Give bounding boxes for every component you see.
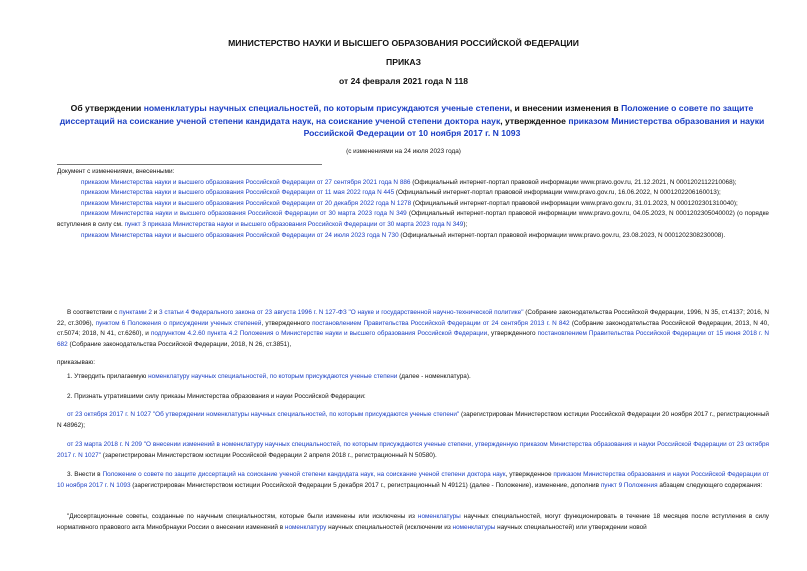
link-decree-842[interactable]: постановлением Правительства Российской Федерации от 24 сентября 2013 г. N 842 bbox=[312, 319, 570, 327]
revision-note: (с изменениями на 24 июля 2023 года) bbox=[346, 148, 461, 155]
link-subpoint-4-2-60[interactable]: подпунктом 4.2.60 пункта 4.2 Положения о Министерстве науки и высшего образования Российской Федерации bbox=[150, 330, 488, 338]
text: и bbox=[151, 309, 160, 316]
text: 1. Утвердить прилагаемую bbox=[67, 373, 149, 380]
change-link[interactable]: приказом Министерства науки и высшего образования Российской Федерации от 20 декабря 2022 года N 1278 bbox=[81, 199, 412, 207]
text: (Собрание законодательства Российской Федерации, 1996, N 35, ст.4137; 2016, N 22, ст.3096), bbox=[57, 309, 770, 327]
text: "Диссертационные советы, созданные по научным специальностям, которые были изменены или исключены из bbox=[67, 513, 418, 520]
change-item bbox=[57, 199, 769, 210]
link-decree-682[interactable]: постановлением Правительства Российской Федерации от 15 июня 2018 г. N 682 bbox=[57, 330, 769, 348]
change-text: (Официальный интернет-портал правовой информации www.pravo.gov.ru, 21.12.2021, N 0001202112210068); bbox=[410, 178, 737, 186]
title-text: , утвержденное bbox=[500, 115, 569, 126]
link-federal-law[interactable]: 3 статьи 4 Федерального закона от 23 августа 1996 г. N 127-ФЗ "О науке и государственной научно-технической политике" bbox=[159, 309, 524, 316]
text: (зарегистрирован Министерством юстиции Российской Федерации 5 декабря 2017 г., регистрационный N 49121) (далее - Положение), изменение, дополнив bbox=[130, 481, 601, 489]
link-nomenclature[interactable]: номенклатуру научных специальностей, по которым присуждаются ученые степени bbox=[148, 373, 398, 380]
document-type: ПРИКАЗ bbox=[386, 57, 421, 67]
text: (Собрание законодательства Российской Федерации, 2013, N 40, ст.5074; 2018, N 41, ст.6260), и bbox=[57, 319, 769, 338]
order-word bbox=[57, 358, 769, 369]
text: научных специальностей) или утверждении новой bbox=[495, 523, 647, 531]
quote-paragraph bbox=[57, 512, 769, 533]
preamble-paragraph bbox=[57, 308, 769, 350]
text: 3. Внести в bbox=[67, 471, 103, 478]
text: (далее - номенклатура). bbox=[397, 373, 471, 380]
change-link[interactable]: пункт 3 приказа Министерства науки и высшего образования Российской Федерации от 30 марта 2023 года N 349 bbox=[124, 220, 464, 228]
change-text: (Официальный интернет-портал правовой информации www.pravo.gov.ru, 16.06.2022, N 0001202206160013); bbox=[394, 189, 721, 197]
link-order-209[interactable]: от 23 марта 2018 г. N 209 "О внесении изменений в номенклатуру научных специальностей, по которым присуждаются ученые степени, утвержденную приказом Министерства образования и науки Российской Федерации от 23 октября 2017 г. N 1027" bbox=[57, 441, 769, 459]
change-text: (Официальный интернет-портал правовой информации www.pravo.gov.ru, 31.01.2023, N 0001202301310040); bbox=[411, 199, 738, 207]
text: В соответствии с bbox=[67, 309, 120, 316]
change-link[interactable]: приказом Министерства науки и высшего образования Российской Федерации от 30 марта 2023 года N 349 bbox=[81, 210, 407, 218]
change-text: ); bbox=[463, 220, 468, 228]
link-nomenclature[interactable]: номенклатуры bbox=[452, 523, 496, 531]
separator-line bbox=[57, 164, 322, 165]
link-point-9[interactable]: пункт 9 Положения bbox=[600, 481, 658, 489]
link-points[interactable]: пунктами 2 bbox=[119, 309, 152, 316]
link-nomenclature[interactable]: номенклатуры bbox=[417, 513, 461, 520]
text: (зарегистрирован Министерством юстиции Российской Федерации 20 ноября 2017 г., регистрационный N 48962); bbox=[57, 411, 769, 429]
change-text: (Официальный интернет-портал правовой информации www.pravo.gov.ru, 23.08.2023, N 0001202308230008). bbox=[398, 231, 726, 239]
change-item bbox=[57, 231, 769, 242]
item-2 bbox=[57, 392, 769, 403]
title-link-nomenclature[interactable]: номенклатуры научных специальностей, по которым присуждаются ученые степени bbox=[143, 103, 510, 113]
link-point-6[interactable]: пунктом 6 Положения о присуждении ученых степеней bbox=[95, 319, 262, 327]
title-link-council-regulation[interactable]: Положение о совете по защите диссертаций на соискание ученой степени кандидата наук, на соискание ученой степени доктора наук bbox=[59, 103, 754, 126]
item-3 bbox=[57, 470, 769, 491]
text: , утвержденное bbox=[505, 471, 554, 478]
item-2b bbox=[57, 440, 769, 461]
text: абзацем следующего содержания: bbox=[657, 481, 763, 489]
text: приказываю: bbox=[57, 359, 95, 366]
link-nomenclature[interactable]: номенклатуру bbox=[284, 523, 327, 531]
title-link-order-1093[interactable]: приказом Министерства образования и науки Российской Федерации от 10 ноября 2017 г. N 1093 bbox=[303, 115, 765, 138]
change-link[interactable]: приказом Министерства науки и высшего образования Российской Федерации от 27 сентября 2021 года N 886 bbox=[81, 178, 411, 186]
change-link[interactable]: приказом Министерства науки и высшего образования Российской Федерации от 24 июля 2023 года N 730 bbox=[81, 231, 399, 239]
change-item bbox=[57, 188, 769, 199]
text: (зарегистрирован Министерством юстиции Российской Федерации 2 апреля 2018 г., регистрационный N 50580). bbox=[100, 451, 437, 459]
changes-list bbox=[57, 167, 769, 241]
document-date-number: от 24 февраля 2021 года N 118 bbox=[338, 76, 469, 86]
title-text: , и внесении изменения в bbox=[509, 103, 622, 113]
title-text: Об утверждении bbox=[70, 103, 144, 113]
item-1 bbox=[57, 372, 769, 383]
text: 2. Признать утратившими силу приказы Министерства образования и науки Российской Федерации: bbox=[67, 393, 366, 400]
text: , утвержденного bbox=[487, 330, 538, 338]
change-text: (Официальный интернет-портал правовой информации www.pravo.gov.ru, 04.05.2023, N 0001202305040002) (о порядке вступления в силу см. bbox=[57, 210, 769, 228]
changes-intro: Документ с изменениями, внесенными: bbox=[57, 168, 175, 175]
link-order-1093[interactable]: приказом Министерства образования и науки Российской Федерации от 10 ноября 2017 г. N 1093 bbox=[57, 471, 770, 489]
link-order-1027[interactable]: от 23 октября 2017 г. N 1027 "Об утверждении номенклатуры научных специальностей, по которым присуждаются ученые степени" bbox=[67, 411, 460, 418]
change-item bbox=[57, 209, 769, 230]
text: , утвержденного bbox=[261, 319, 313, 327]
change-link[interactable]: приказом Министерства науки и высшего образования Российской Федерации от 11 мая 2022 года N 445 bbox=[81, 189, 395, 197]
text: научных специальностей, могут функционировать в течение 18 месяцев после вступления в силу нормативного правового акта Минобрнауки России о внесении изменений в bbox=[57, 513, 770, 531]
item-2a bbox=[57, 410, 769, 431]
ministry-heading: МИНИСТЕРСТВО НАУКИ И ВЫСШЕГО ОБРАЗОВАНИЯ РОССИЙСКОЙ ФЕДЕРАЦИИ bbox=[228, 38, 579, 48]
document-title bbox=[56, 102, 768, 140]
text: (Собрание законодательства Российской Федерации, 2018, N 26, ст.3851), bbox=[67, 340, 292, 348]
link-council-regulation[interactable]: Положение о совете по защите диссертаций на соискание ученой степени кандидата наук, на соискание ученой степени доктора наук bbox=[102, 471, 506, 478]
change-item bbox=[57, 178, 769, 189]
text: научных специальностей (исключении из bbox=[326, 523, 453, 531]
